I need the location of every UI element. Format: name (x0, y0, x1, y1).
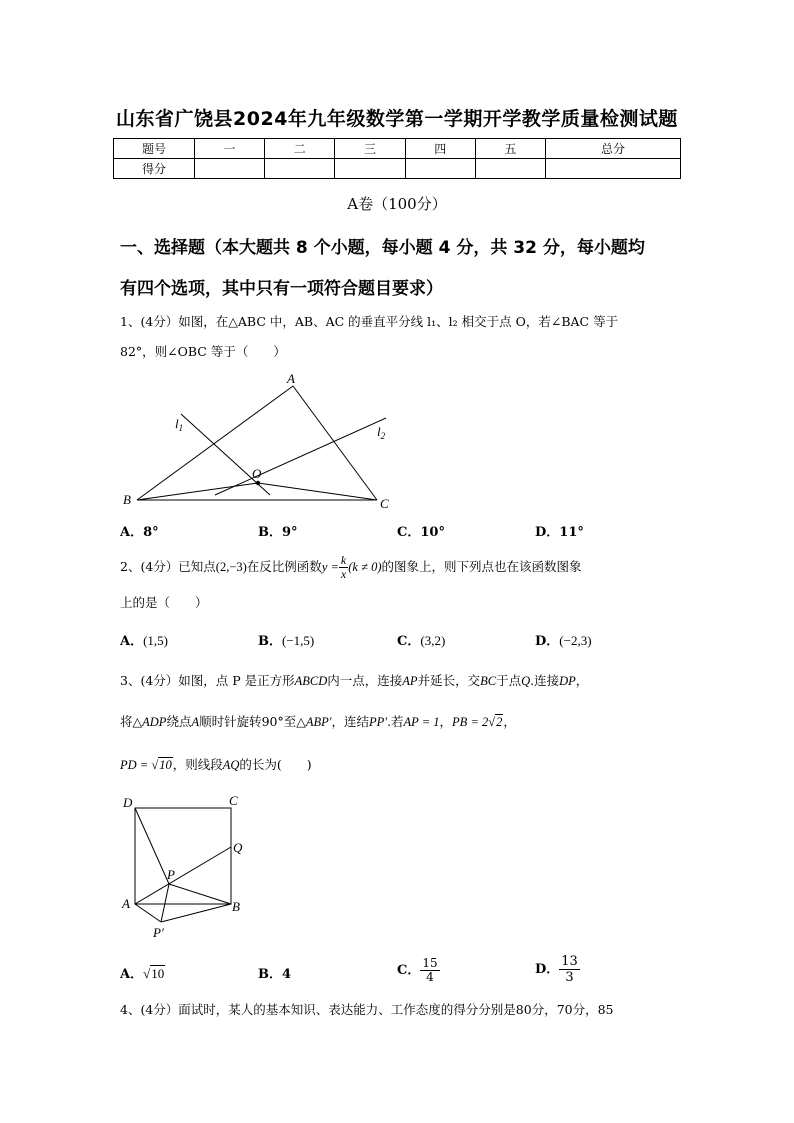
q1-segment-bo (137, 483, 258, 500)
q1-segment-ac (293, 386, 377, 500)
q2-option-b-letter: B． (258, 634, 282, 649)
score-table (113, 138, 681, 179)
score-header-cell: 二 (265, 139, 335, 159)
q2-option-a-letter: A． (120, 634, 144, 649)
q3-text-2a: 将△ (120, 714, 143, 729)
q3-text-1d: 于点 (496, 673, 522, 688)
score-header-cell: 题号 (114, 139, 195, 159)
q2-option-c-value: (3,2) (420, 633, 446, 648)
q1-point-o (256, 481, 260, 485)
q1-option-a[interactable]: A．8° (120, 525, 159, 540)
q1-label-c: C (380, 496, 389, 511)
q3-text-1e: .连接 (530, 673, 560, 688)
q3-math-pb-lhs: PB = 2 (452, 715, 489, 729)
q3-option-d-fraction (559, 954, 580, 985)
score-cell[interactable] (195, 159, 265, 179)
score-cell[interactable] (335, 159, 405, 179)
q2-option-d-value: (−2,3) (559, 633, 592, 648)
score-row-label: 得分 (114, 159, 195, 179)
q1-segment-oc (258, 483, 377, 500)
q2-prefix: 2、(4分）已知点 (120, 559, 216, 574)
q3-text-1f: ， (575, 673, 589, 688)
q3-math-a: A (191, 715, 200, 729)
volume-label: A卷（100分） (347, 195, 447, 213)
page-title: 山东省广饶县2024年九年级数学第一学期开学教学质量检测试题 (116, 108, 678, 130)
q3-option-d-den: 3 (565, 970, 574, 985)
q3-square-figure (115, 790, 255, 945)
q3-math-dp: DP (559, 674, 576, 688)
q2-func-y: y = (321, 560, 339, 574)
q1-label-l2-main: l (377, 424, 381, 439)
q2-stem-line1 (120, 553, 685, 581)
q2-point: (2,−3) (215, 560, 247, 574)
section-heading-line2: 有四个选项，其中只有一项符合题目要求） (120, 279, 443, 299)
q3-math-pp: PP′ (369, 715, 388, 729)
q2-option-a-value: (1,5) (143, 633, 169, 648)
q3-option-a-radicand: 10 (151, 966, 165, 981)
q3-text-2g: ， (503, 714, 516, 729)
q3-option-b[interactable]: B．4 (258, 967, 292, 982)
q3-label-b: B (232, 899, 240, 914)
q3-text-1b: 内一点，连接 (327, 673, 403, 688)
q3-text-1c: 并延长，交 (417, 673, 481, 688)
q1-segment-ab (137, 386, 293, 500)
q1-stem-line1: 1、(4分）如图，在△ABC 中，AB、AC 的垂直平分线 l₁、l₂ 相交于点 O，若∠BAC 等于 (120, 314, 619, 329)
q3-option-c-num: 15 (422, 956, 438, 970)
q3-option-c-letter: C． (397, 963, 421, 978)
q3-segment-pp1 (161, 884, 169, 922)
q1-option-b[interactable]: B．9° (258, 525, 298, 540)
q1-label-l1-sub: 1 (178, 423, 184, 433)
q2-option-b-value: (−1,5) (282, 633, 315, 648)
q3-text-2f: ， (439, 714, 453, 729)
score-cell[interactable] (475, 159, 545, 179)
q3-math-ap: AP (402, 674, 418, 688)
q3-label-q: Q (233, 840, 243, 855)
q3-math-pd-radicand: 10 (159, 758, 172, 772)
q2-option-c-letter: C． (397, 634, 421, 649)
q2-func-cond: (k ≠ 0) (348, 560, 382, 574)
q1-triangle-figure (115, 368, 405, 518)
q1-stem-line2: 82°，则∠OBC 等于（ ） (120, 344, 286, 359)
q1-option-c[interactable]: C．10° (397, 525, 445, 540)
q3-math-abp: ABP′ (305, 715, 332, 729)
q1-label-l1-main: l (175, 416, 179, 431)
q3-text-2d: ，连结 (331, 714, 370, 729)
q1-label-l2-sub: 2 (380, 431, 386, 441)
q3-math-pd-lhs: PD = (120, 758, 149, 772)
q2-func-k: k (340, 553, 347, 567)
q1-label-o: O (252, 466, 262, 481)
q3-math-bc: BC (480, 674, 497, 688)
q3-text-2b: 绕点 (166, 714, 192, 729)
q2-option-c[interactable] (397, 630, 445, 649)
q1-label-b: B (123, 492, 131, 507)
section-heading-line1: 一、选择题（本大题共 8 个小题，每小题 4 分，共 32 分，每小题均 (120, 238, 645, 258)
q3-math-pd: PD = √10 (120, 758, 172, 772)
q2-option-a[interactable] (120, 630, 168, 649)
q3-stem-line3 (120, 756, 685, 774)
q3-text-1a: 3、(4分）如图，点 P 是正方形 (120, 673, 295, 688)
q1-line-l2 (215, 418, 386, 495)
q3-math-ap1: AP = 1 (403, 715, 440, 729)
score-header-cell: 四 (405, 139, 475, 159)
q3-option-a[interactable]: A．√10 (120, 966, 165, 982)
q3-line-aq (135, 847, 231, 904)
q1-label-a: A (287, 371, 295, 386)
q3-label-d: D (123, 795, 133, 810)
q1-label-l2 (377, 424, 386, 441)
score-header-cell: 三 (335, 139, 405, 159)
q2-func-fraction (339, 554, 348, 581)
q3-text-2e: .若 (387, 714, 404, 729)
q3-text-3c: 的长为( ) (239, 757, 312, 772)
score-cell[interactable] (405, 159, 475, 179)
score-header-cell: 五 (475, 139, 545, 159)
q3-segment-p1b (161, 904, 231, 922)
score-table-header-row (114, 139, 681, 159)
q2-option-d-letter: D． (535, 634, 560, 649)
q3-math-abcd: ABCD (294, 674, 328, 688)
q2-stem-line2: 上的是（ ） (120, 595, 208, 610)
q3-label-c: C (229, 793, 238, 808)
q3-segment-pb (169, 884, 231, 904)
q3-math-aq: AQ (222, 758, 240, 772)
q3-stem-line2 (120, 713, 685, 731)
q3-option-c-fraction (420, 957, 439, 984)
q3-label-p: P (167, 867, 175, 882)
score-header-cell: 一 (195, 139, 265, 159)
q3-math-pb: PB = 2√2 (452, 715, 503, 729)
q3-text-3b: ，则线段 (172, 757, 223, 772)
q3-option-a-letter: A． (120, 967, 144, 982)
q3-label-p1: P′ (153, 925, 164, 940)
q3-math-q: Q (521, 674, 531, 688)
q3-segment-ap1 (135, 904, 161, 922)
q3-option-c-den: 4 (426, 970, 434, 984)
q2-func-x: x (340, 567, 347, 581)
q3-option-c[interactable] (397, 957, 440, 984)
q2-suffix: 的图象上，则下列点也在该函数图象 (381, 559, 582, 574)
q3-option-d-letter: D． (535, 962, 560, 977)
q2-option-b[interactable] (258, 630, 314, 649)
q4-stem-line1: 4、(4分）面试时，某人的基本知识、表达能力、工作态度的得分分别是80分，70分，85 (120, 1002, 614, 1017)
q2-option-d[interactable] (535, 630, 592, 649)
score-cell[interactable] (265, 159, 335, 179)
q3-math-adp: ADP (142, 715, 167, 729)
q1-label-l1 (175, 416, 183, 433)
q3-option-d-num: 13 (561, 954, 578, 969)
q3-segment-dp (135, 808, 169, 884)
score-header-cell: 总分 (546, 139, 681, 159)
q3-label-a: A (122, 896, 130, 911)
q2-mid: 在反比例函数 (246, 559, 322, 574)
q3-math-pb-radicand: 2 (496, 715, 503, 729)
q3-text-2c: 顺时针旋转90°至△ (199, 714, 306, 729)
q3-option-d[interactable] (535, 954, 580, 985)
q3-stem-line1 (120, 672, 685, 690)
score-table-score-row (114, 159, 681, 179)
score-cell[interactable] (546, 159, 681, 179)
q1-option-d[interactable]: D．11° (535, 525, 584, 540)
